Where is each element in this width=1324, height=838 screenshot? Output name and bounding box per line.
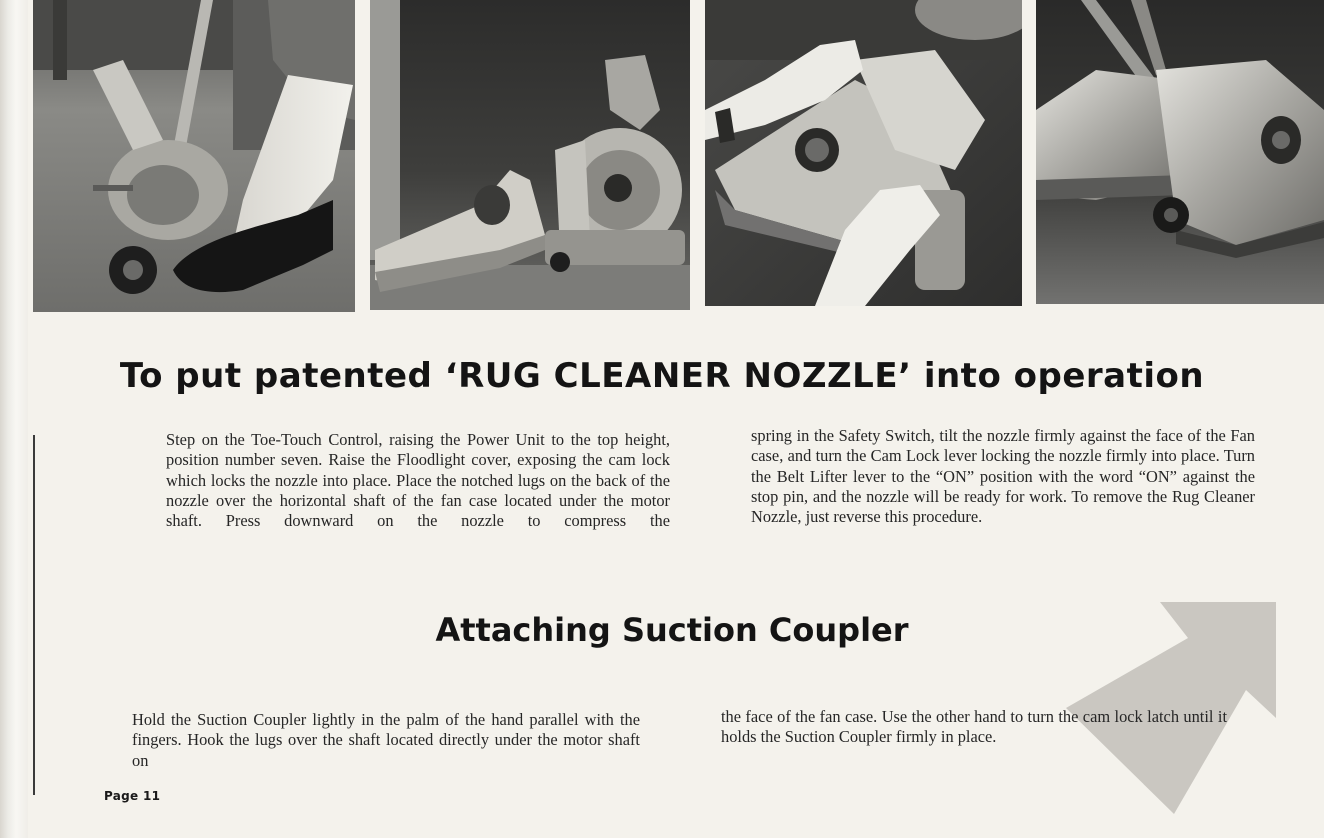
photo-strip (0, 0, 1324, 318)
coupler-instructions-column-2: the face of the fan case. Use the other hand to turn the cam lock latch until it holds the Suction Coupler firmly in place. (721, 707, 1227, 747)
photo-locking-nozzle (705, 0, 1022, 306)
page-title: To put patented ‘RUG CLEANER NOZZLE’ into operation (119, 356, 1205, 396)
photo-toe-touch-control (33, 0, 355, 312)
section-title-suction-coupler: Attaching Suction Coupler (435, 611, 909, 649)
photo-attached-nozzle (1036, 0, 1324, 304)
page-number: Page 11 (104, 789, 161, 803)
nozzle-instructions-column-2: spring in the Safety Switch, tilt the nozzle firmly against the face of the Fan case, and turn the Cam Lock lever locking the nozzle firmly into place. Turn the Belt Lifter lever to the “ON” position with the word “ON” against the stop pin, and the nozzle will be ready for work. To remove the Rug Cleaner Nozzle, just reverse this procedure. (751, 426, 1255, 527)
photo-nozzle-and-power-unit (370, 0, 690, 310)
nozzle-instructions-column-1: Step on the Toe-Touch Control, raising the Power Unit to the top height, position number seven. Raise the Floodlight cover, exposing the cam lock which locks the nozzle into place. Place the notched lugs on the back of the nozzle over the horizontal shaft of the fan case located under the motor shaft. Press downward on the nozzle to compress the (166, 430, 670, 531)
coupler-instructions-column-1: Hold the Suction Coupler lightly in the palm of the hand parallel with the fingers. Hook the lugs over the shaft located directly under the motor shaft on (132, 710, 640, 770)
